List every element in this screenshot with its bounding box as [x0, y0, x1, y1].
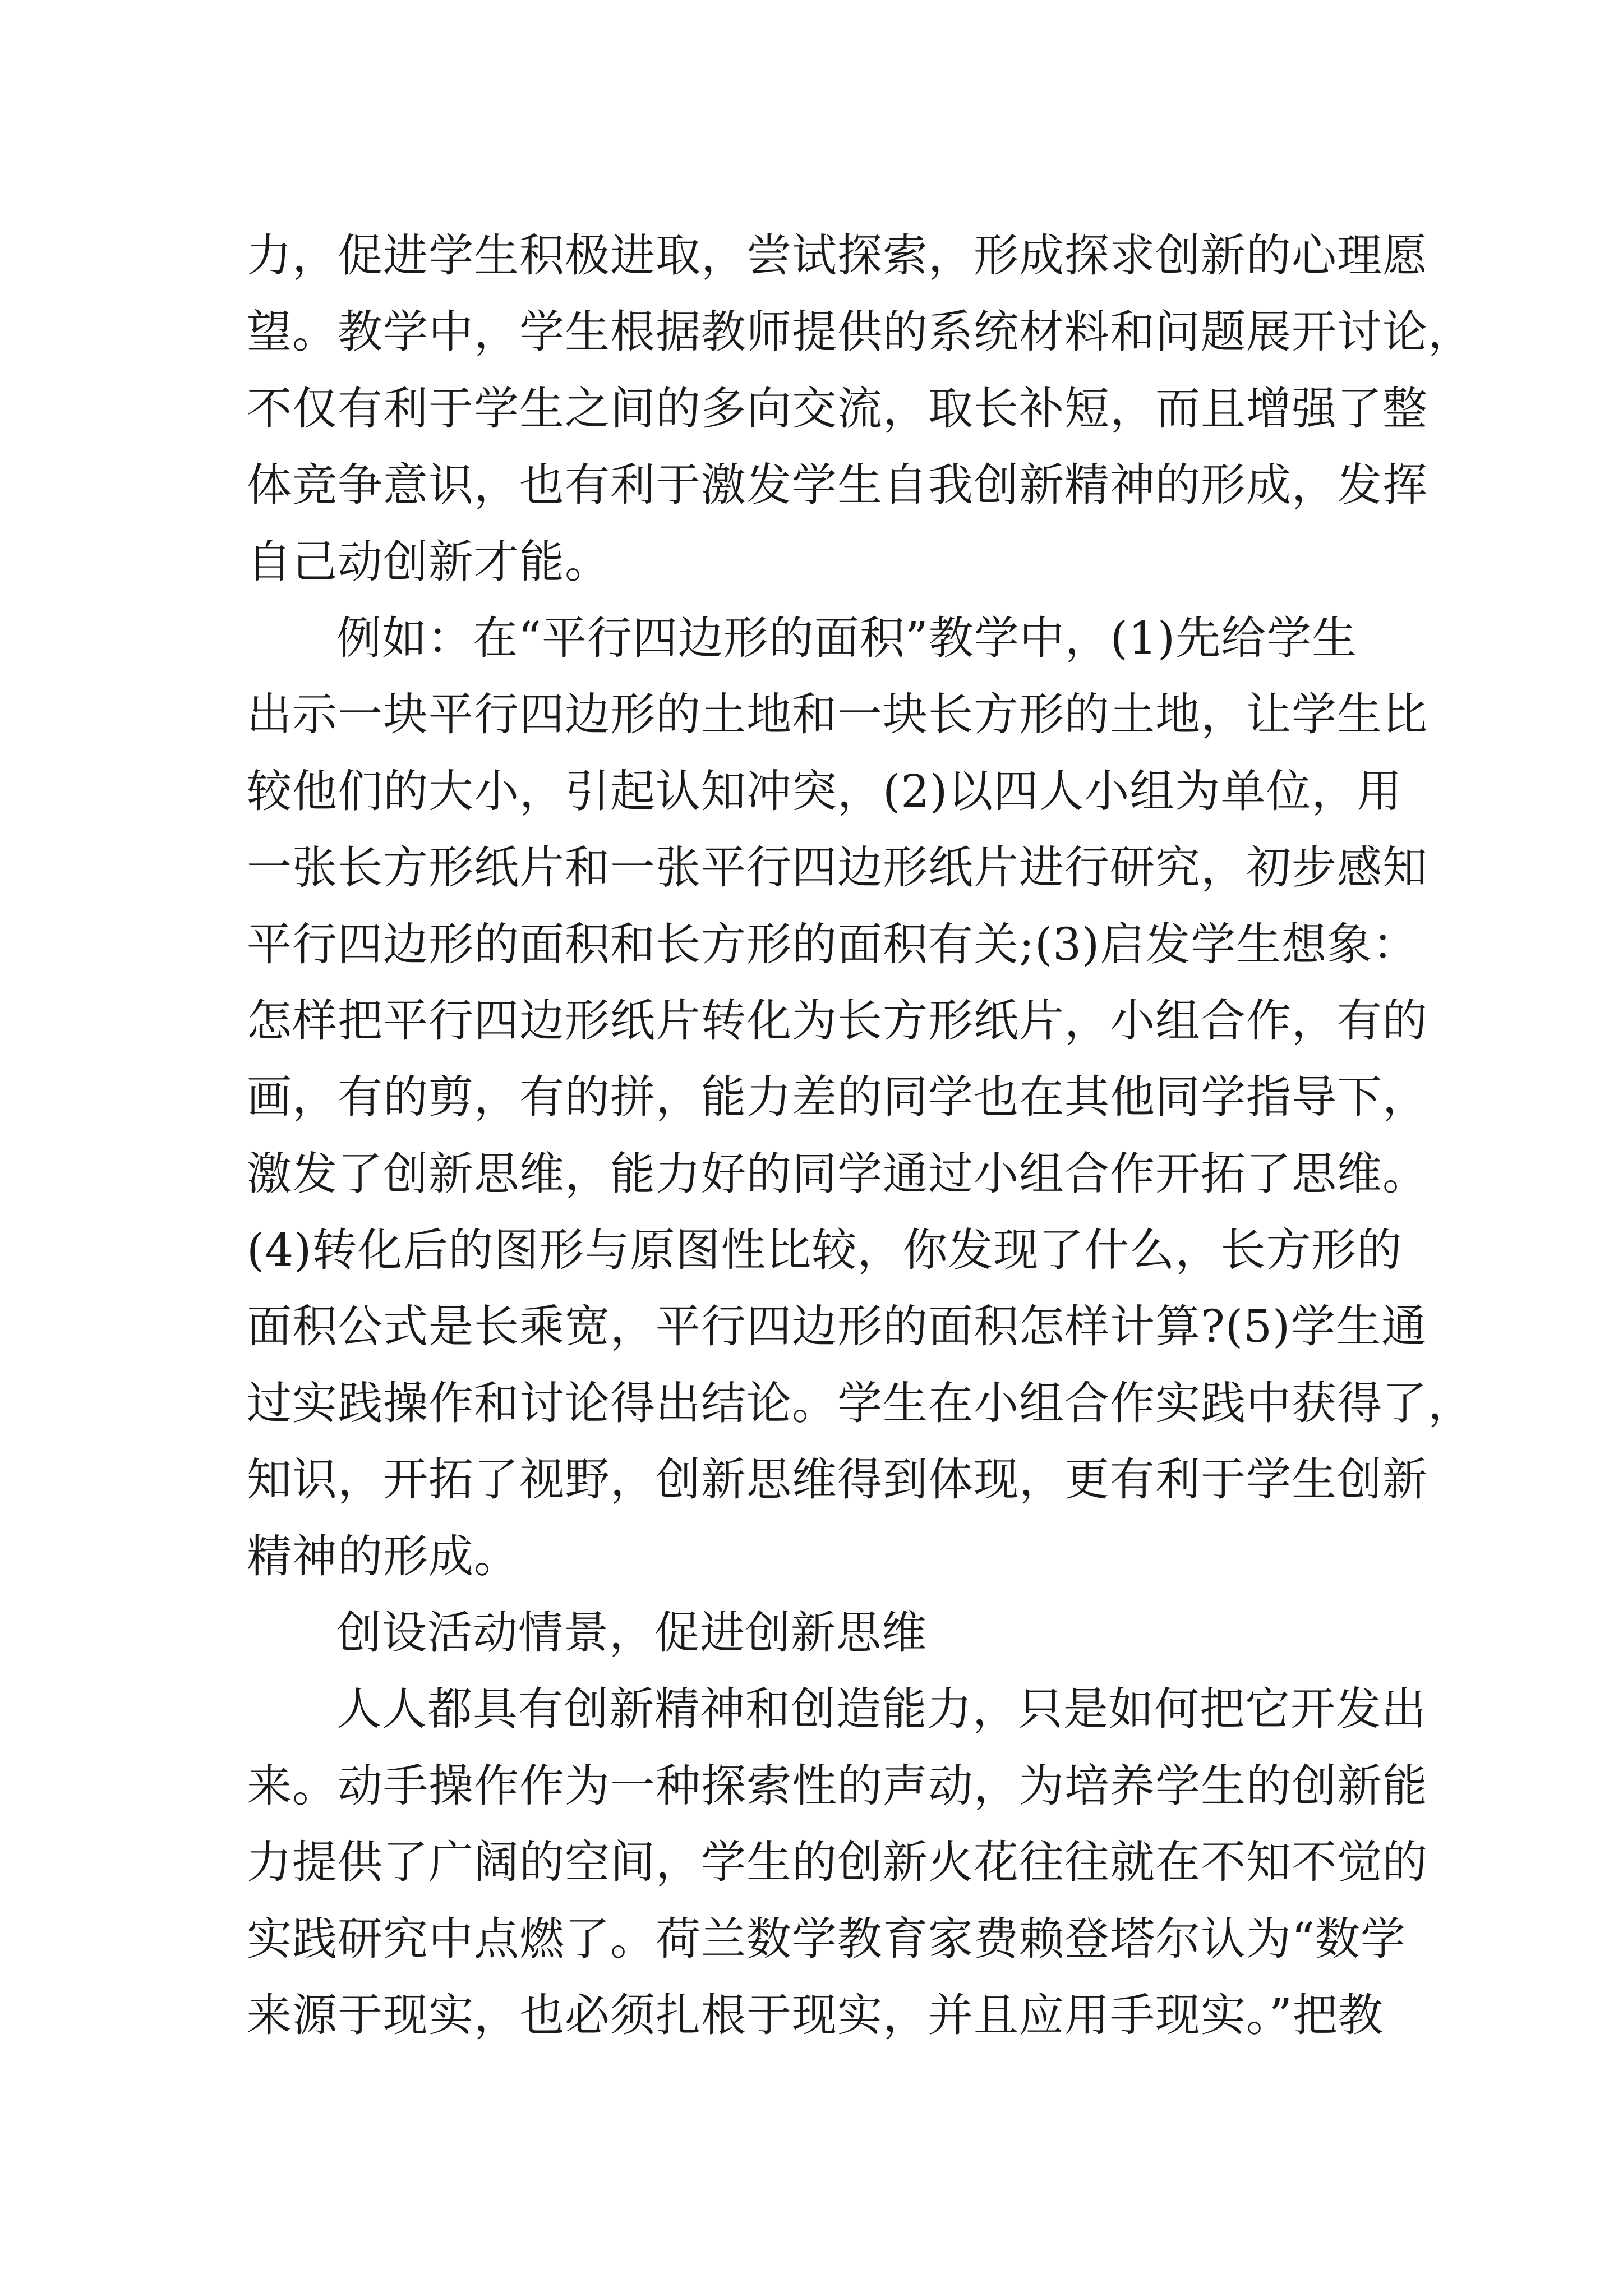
text-line-20: 人人都具有创新精神和创造能力，只是如何把它开发出 — [336, 1683, 1427, 1736]
text-line-18: 精神的形成。 — [247, 1530, 519, 1582]
text-line-17: 知识，开拓了视野，创新思维得到体现，更有利于学生创新 — [247, 1453, 1428, 1506]
text-line-4: 体竞争意识，也有利于激发学生自我创新精神的形成，发挥 — [247, 459, 1428, 512]
text-line-13: 激发了创新思维，能力好的同学通过小组合作开拓了思维。 — [247, 1147, 1428, 1200]
text-line-16: 过实践操作和讨论得出结论。学生在小组合作实践中获得了， — [247, 1377, 1473, 1429]
text-line-6: 例如：在“平行四边形的面积”教学中，(1)先给学生 — [336, 611, 1358, 664]
body-text — [247, 218, 1473, 2054]
text-line-9: 一张长方形纸片和一张平行四边形纸片进行研究，初步感知 — [247, 841, 1428, 894]
text-line-12: 画，有的剪，有的拼，能力差的同学也在其他同学指导下， — [247, 1071, 1428, 1124]
section-heading: 创设活动情景，促进创新思维 — [336, 1607, 927, 1659]
text-line-15: 面积公式是长乘宽，平行四边形的面积怎样计算?(5)学生通 — [247, 1300, 1427, 1353]
text-line-8: 较他们的大小，引起认知冲突，(2)以四人小组为单位，用 — [247, 765, 1403, 817]
text-line-2: 望。教学中，学生根据教师提供的系统材料和问题展开讨论， — [247, 306, 1473, 358]
text-line-21: 来。动手操作作为一种探索性的声动，为培养学生的创新能 — [247, 1759, 1428, 1812]
text-line-14: (4)转化后的图形与原图性比较，你发现了什么，长方形的 — [247, 1224, 1403, 1277]
text-line-22: 力提供了广阔的空间，学生的创新火花往往就在不知不觉的 — [247, 1836, 1428, 1889]
text-line-10: 平行四边形的面积和长方形的面积有关;(3)启发学生想象： — [247, 918, 1418, 970]
text-line-11: 怎样把平行四边形纸片转化为长方形纸片，小组合作，有的 — [247, 994, 1428, 1047]
text-line-24: 来源于现实，也必须扎根于现实，并且应用手现实。”把教 — [247, 1989, 1384, 2041]
text-line-5: 自己动创新才能。 — [247, 535, 610, 588]
text-line-3: 不仅有利于学生之间的多向交流，取长补短，而且增强了整 — [247, 382, 1428, 435]
text-line-7: 出示一块平行四边形的土地和一块长方形的土地，让学生比 — [247, 688, 1428, 741]
text-line-1: 力，促进学生积极进取，尝试探索，形成探求创新的心理愿 — [247, 229, 1428, 282]
text-line-23: 实践研究中点燃了。荷兰数学教育家费赖登塔尔认为“数学 — [247, 1912, 1406, 1965]
